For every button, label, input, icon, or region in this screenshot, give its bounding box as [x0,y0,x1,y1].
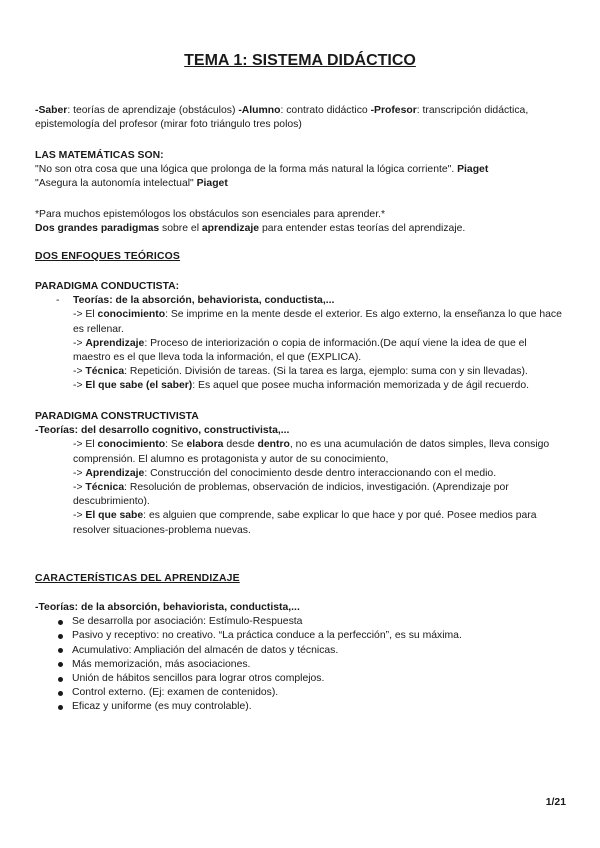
note-section [35,208,567,236]
enfoques-section [35,250,567,264]
list-item: -> El que sabe: es alguien que comprende, sabe explicar lo que hace y por qué. Posee medios para resolver situaciones-problema nuevas. [73,510,537,536]
page-title: TEMA 1: SISTEMA DIDÁCTICO [184,52,416,69]
caracteristicas-heading: CARACTERÍSTICAS DEL APRENDIZAJE [35,573,240,584]
alumno-label: -Alumno [238,105,281,116]
profesor-label: -Profesor [370,105,417,116]
quote-1-author: Piaget [457,164,489,176]
list-item: -> Aprendizaje: Proceso de interiorización o copia de información.(De aquí viene la idea de que el maestro es el que lleva toda la información, el que (EXPLICA). [73,337,527,364]
constructivista-heading: PARADIGMA CONSTRUCTIVISTA [35,411,199,422]
list-item: -> Técnica: Resolución de problemas, observación de indicios, investigación. (Aprendizaje por descubrimiento). [73,482,509,508]
aprendizaje-bold: aprendizaje [201,223,260,235]
note-line: *Para muchos epistemólogos los obstáculos son esenciales para aprender.* [35,209,386,220]
quote-2-author: Piaget [196,178,228,190]
quote-1: "No son otra cosa que una lógica que prolonga de la forma más natural la lógica corriente". [35,164,458,176]
enfoques-heading: DOS ENFOQUES TEÓRICOS [35,251,181,262]
paradigmas-bold: Dos grandes paradigmas [35,223,160,235]
caracteristicas-bullets [35,615,567,714]
list-item: -> El conocimiento: Se elabora desde dentro, no es una acumulación de datos simples, lleva consigo comprensión. El alumno es protagonista y autor de su conocimiento, [73,439,550,465]
profesor-text: : transcripción didáctica, epistemología del profesor (mirar foto triángulo tres polos) [35,105,529,131]
bullet-item: Unión de hábitos sencillos para lograr otros complejos. [35,672,567,686]
list-item: -> El conocimiento: Se imprime en la mente desde el exterior. Es algo externo, la enseñanza lo que hace es rellenar. [73,309,562,335]
caracteristicas-teorias: -Teorías: de la absorción, behaviorista, conductista,... [35,602,300,613]
quote-2: "Asegura la autonomía intelectual" [35,178,197,190]
saber-label: -Saber [35,105,68,116]
dash-marker: - [56,295,60,307]
bullet-item: Pasivo y receptivo: no creativo. “La práctica conduce a la perfección”, es su máxima. [35,629,567,643]
bullet-item: Control externo. (Ej: examen de contenidos). [35,686,567,700]
bullet-item: Eficaz y uniforme (es muy controlable). [35,700,567,714]
conductista-teorias-row [35,294,567,308]
list-item: -> Aprendizaje: Construcción del conocimiento desde dentro interaccionando con el medio. [73,467,497,479]
list-item: -> Técnica: Repetición. División de tareas. (Si la tarea es larga, ejemplo: suma con y sin llevadas). [73,366,528,378]
caracteristicas-list-block [35,601,567,715]
bullet-item: Acumulativo: Ampliación del almacén de datos y técnicas. [35,644,567,658]
constructivista-section [35,410,567,538]
page-number: 1/21 [545,797,566,808]
conductista-teorias: Teorías: de la absorción, behaviorista, conductista,... [73,295,335,307]
conductista-heading: PARADIGMA CONDUCTISTA: [35,281,180,292]
caracteristicas-section [35,572,567,586]
constructivista-teorias: -Teorías: del desarrollo cognitivo, constructivista,... [35,425,290,437]
saber-text: : teorías de aprendizaje (obstáculos) [67,105,239,116]
list-item: -> El que sabe (el saber): Es aquel que posee mucha información memorizada y de ágil recuerdo. [73,380,529,392]
paradigmas-text-2: para entender estas teorías del aprendizaje. [259,223,466,235]
bullet-item: Se desarrolla por asociación: Estímulo-Respuesta [35,615,567,629]
intro-paragraph [35,104,567,132]
matematicas-section [35,149,567,192]
bullet-item: Más memorización, más asociaciones. [35,658,567,672]
conductista-section [35,280,567,394]
alumno-text: : contrato didáctico [280,105,371,116]
matematicas-heading: LAS MATEMÁTICAS SON: [35,150,164,161]
paradigmas-text-1: sobre el [159,223,202,235]
